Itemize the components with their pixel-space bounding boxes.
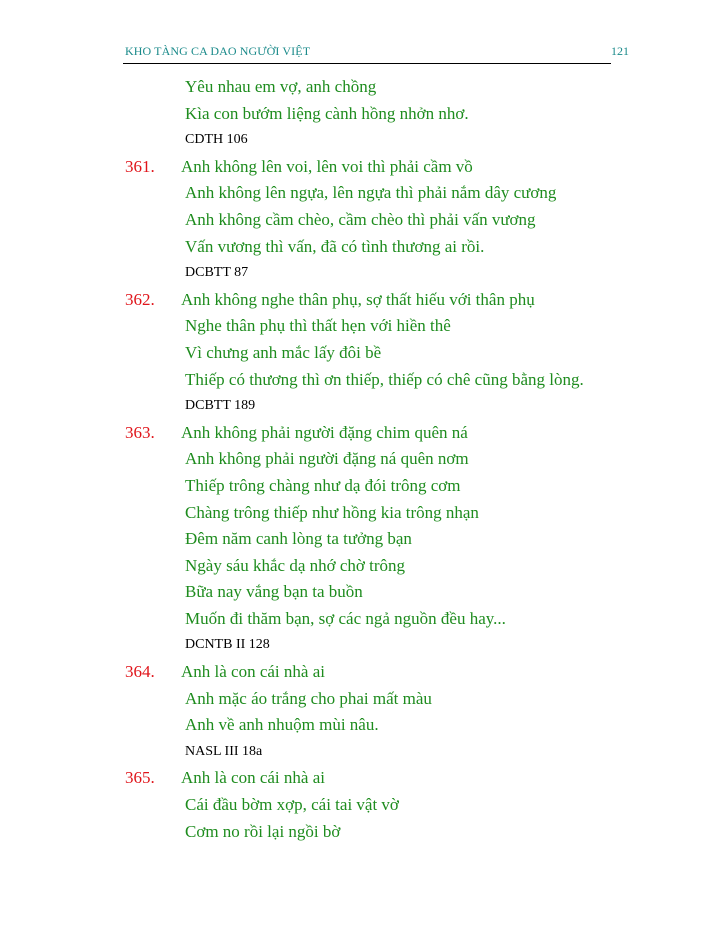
- verse-line: [0, 765, 723, 792]
- verse-text: Ngày sáu khắc dạ nhớ chờ trông: [185, 555, 406, 575]
- verse-line: [0, 500, 723, 527]
- source-reference: DCNTB II 128: [185, 637, 270, 653]
- page-number: 121: [611, 44, 629, 58]
- verse-text: Cơm no rồi lại ngồi bờ: [185, 821, 341, 841]
- verse-text: Vấn vương thì vấn, đã có tình thương ai rồi.: [185, 236, 485, 256]
- verse-line: [0, 819, 723, 846]
- poem-list: [0, 74, 723, 845]
- verse-line: [0, 101, 723, 128]
- verse-text: Yêu nhau em vợ, anh chồng: [185, 77, 377, 96]
- verse-line: [0, 313, 723, 340]
- verse-line: [0, 686, 723, 713]
- source-line: [0, 393, 723, 420]
- source-line: [0, 260, 723, 287]
- source-reference: CDTH 106: [185, 132, 248, 148]
- verse-line: [0, 473, 723, 500]
- verse-text: Anh không lên voi, lên voi thì phải cầm vồ: [181, 156, 473, 176]
- header-divider: [123, 63, 611, 64]
- verse-text: Anh về anh nhuộm mùi nâu.: [185, 715, 379, 735]
- source-reference: DCBTT 189: [185, 398, 256, 414]
- entry-number: 365.: [125, 768, 155, 788]
- verse-text: Thiếp có thương thì ơn thiếp, thiếp có chê cũng bằng lòng.: [185, 369, 584, 389]
- entry-number: 362.: [125, 289, 155, 309]
- verse-line: [0, 526, 723, 553]
- entry-number: 364.: [125, 662, 155, 682]
- source-reference: NASL III 18a: [185, 743, 263, 759]
- verse-line: [0, 792, 723, 819]
- verse-line: [0, 659, 723, 686]
- verse-text: Anh là con cái nhà ai: [181, 768, 325, 788]
- verse-line: [0, 287, 723, 314]
- verse-line: [0, 154, 723, 181]
- verse-text: Cái đầu bờm xợp, cái tai vật vờ: [185, 795, 399, 815]
- book-title: KHO TÀNG CA DAO NGƯỜI VIỆT: [125, 44, 311, 58]
- verse-line: [0, 420, 723, 447]
- verse-text: Anh không cầm chèo, cầm chèo thì phải vấn vương: [185, 209, 536, 229]
- verse-line: [0, 367, 723, 394]
- source-reference: DCBTT 87: [185, 265, 249, 281]
- verse-text: Anh mặc áo trắng cho phai mất màu: [185, 688, 432, 708]
- verse-text: Anh không phải người đặng ná quên nơm: [185, 449, 469, 469]
- source-line: [0, 632, 723, 659]
- verse-text: Muốn đi thăm bạn, sợ các ngả nguồn đều hay...: [185, 608, 506, 628]
- verse-line: [0, 234, 723, 261]
- verse-text: Bữa nay vắng bạn ta buồn: [185, 582, 363, 602]
- verse-text: Đêm năm canh lòng ta tưởng bạn: [185, 529, 412, 549]
- verse-text: Anh không phải người đặng chim quên ná: [181, 422, 468, 442]
- verse-text: Chàng trông thiếp như hồng kia trông nhạn: [185, 502, 479, 522]
- entry-number: 361.: [125, 156, 155, 176]
- page-header: [125, 44, 629, 64]
- verse-line: [0, 207, 723, 234]
- verse-line: [0, 606, 723, 633]
- verse-text: Kìa con bướm liệng cành hồng nhởn nhơ.: [185, 103, 469, 123]
- verse-text: Vì chưng anh mắc lấy đôi bề: [185, 342, 382, 362]
- source-line: [0, 739, 723, 766]
- verse-line: [0, 446, 723, 473]
- entry-number: 363.: [125, 422, 155, 442]
- verse-text: Nghe thân phụ thì thất hẹn với hiền thê: [185, 316, 451, 336]
- verse-text: Anh không nghe thân phụ, sợ thất hiếu với thân phụ: [181, 289, 535, 309]
- verse-line: [0, 553, 723, 580]
- verse-text: Anh không lên ngựa, lên ngựa thì phải nắm dây cương: [185, 183, 557, 203]
- verse-text: Anh là con cái nhà ai: [181, 662, 325, 682]
- source-line: [0, 127, 723, 154]
- verse-text: Thiếp trông chàng như dạ đói trông cơm: [185, 475, 461, 495]
- verse-line: [0, 74, 723, 101]
- verse-line: [0, 579, 723, 606]
- verse-line: [0, 340, 723, 367]
- verse-line: [0, 712, 723, 739]
- verse-line: [0, 180, 723, 207]
